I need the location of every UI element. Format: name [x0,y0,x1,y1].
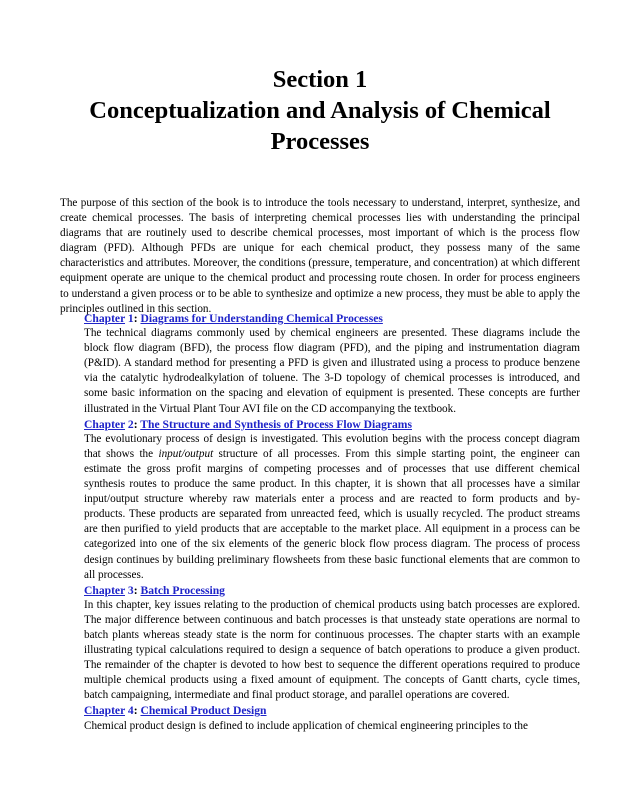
chapter-1-heading: Chapter 1: Diagrams for Understanding Chemical Processes [84,312,383,325]
chapter-1-number: 1 [127,312,134,325]
chapter-4-number: 4 [127,704,134,718]
chapter-3-heading: Chapter 3: Batch Processing [84,583,225,597]
chapter-2-label-link[interactable]: Chapter [84,417,126,431]
chapter-3 [84,583,580,704]
section-title-line2: Conceptualization and Analysis of Chemical [89,97,551,124]
section-title-line3: Processes [270,128,370,155]
chapter-4-title-link[interactable]: Chemical Product Design [140,704,267,718]
chapter-2-heading: Chapter 2: The Structure and Synthesis of Process Flow Diagrams [84,417,412,431]
chapter-4-description: Chemical product design is defined to include application of chemical engineering principles to the [84,719,528,732]
section-title [60,64,580,157]
chapter-3-label-link[interactable]: Chapter [84,583,126,597]
chapter-2-title-link[interactable]: The Structure and Synthesis of Process Flow Diagrams [140,417,412,431]
chapter-3-title-link[interactable]: Batch Processing [140,583,225,597]
chapter-3-number: 3 [127,583,134,597]
chapter-2 [84,417,580,583]
chapter-1-title-link[interactable]: Diagrams for Understanding Chemical Processes [140,312,383,325]
section-title-line1: Section 1 [272,66,368,93]
chapter-2-emphasis: input/output [158,447,214,460]
chapter-4-heading: Chapter 4: Chemical Product Design [84,704,267,718]
chapter-list [84,311,580,734]
chapter-1 [84,311,580,417]
chapter-1-label-link[interactable]: Chapter [84,312,126,325]
chapter-1-description: The technical diagrams commonly used by chemical engineers are presented. These diagrams include the block flow diagram (BFD), the process flow diagram (PFD), and the piping and instrumentation diagram (P&ID). A standard method for presenting a PFD is given and illustrated using a process to produce benzene via the catalytic hydrodealkylation of toluene. The 3-D topology of chemical processes is introduced, and some basic information on the spacing and elevation of equipment is presented. These concepts are further illustrated in the Virtual Plant Tour AVI file on the CD accompanying the textbook. [84,327,580,415]
chapter-2-description-part1: The evolutionary process of design is investigated. This evolution begins with the process concept diagram that shows the [84,432,580,460]
chapter-2-description-part2: structure of all processes. From this simple starting point, the engineer can estimate the gross profit margins of competing processes and of processes that use different chemical synthesis routes to produce the same product. In this chapter, it is shown that all processes have a similar input/output structure whereby raw materials enter a process and are reacted to form products and by-products. These products are separated from unreacted feed, which is usually recycled. The product streams are then purified to yield products that are acceptable to the market place. All equipment in a process can be categorized into one of the six elements of the generic block flow process diagram. The process of process design continues by building preliminary flowsheets from these basic functional elements that are common to all processes. [84,447,581,581]
chapter-3-description: In this chapter, key issues relating to the production of chemical products using batch processes are explored. The major difference between continuous and batch processes is that unsteady state operations are normal to batch plants whereas steady state is the norm for continuous processes. The chapter starts with an example illustrating typical calculations required to design a sequence of batch operations to produce a given product. The remainder of the chapter is devoted to how best to sequence the different operations required to produce multiple chemical products using a fixed amount of equipment. The concepts of Gantt charts, cycle times, batch campaigning, intermediate and final product storage, and parallel operations are covered. [84,598,580,702]
chapter-2-description [84,432,580,583]
chapter-2-number: 2 [127,417,134,431]
chapter-4-label-link[interactable]: Chapter [84,704,126,718]
chapter-4 [84,703,580,733]
intro-paragraph: The purpose of this section of the book is to introduce the tools necessary to understand, interpret, synthesize, and create chemical processes. The basis of interpreting chemical processes lies with understanding the principal diagrams that are routinely used to describe chemical processes, most important of which is the process flow diagram (PFD). Although PFDs are unique for each chemical product, they possess many of the same characteristics and attributes. Moreover, the conditions (pressure, temperature, and concentration) at which different equipment operate are unique to the chemical product and processing route chosen. In order for process engineers to understand a given process or to be able to synthesize and optimize a new process, they must be able to apply the principles outlined in this section. [60,197,580,315]
